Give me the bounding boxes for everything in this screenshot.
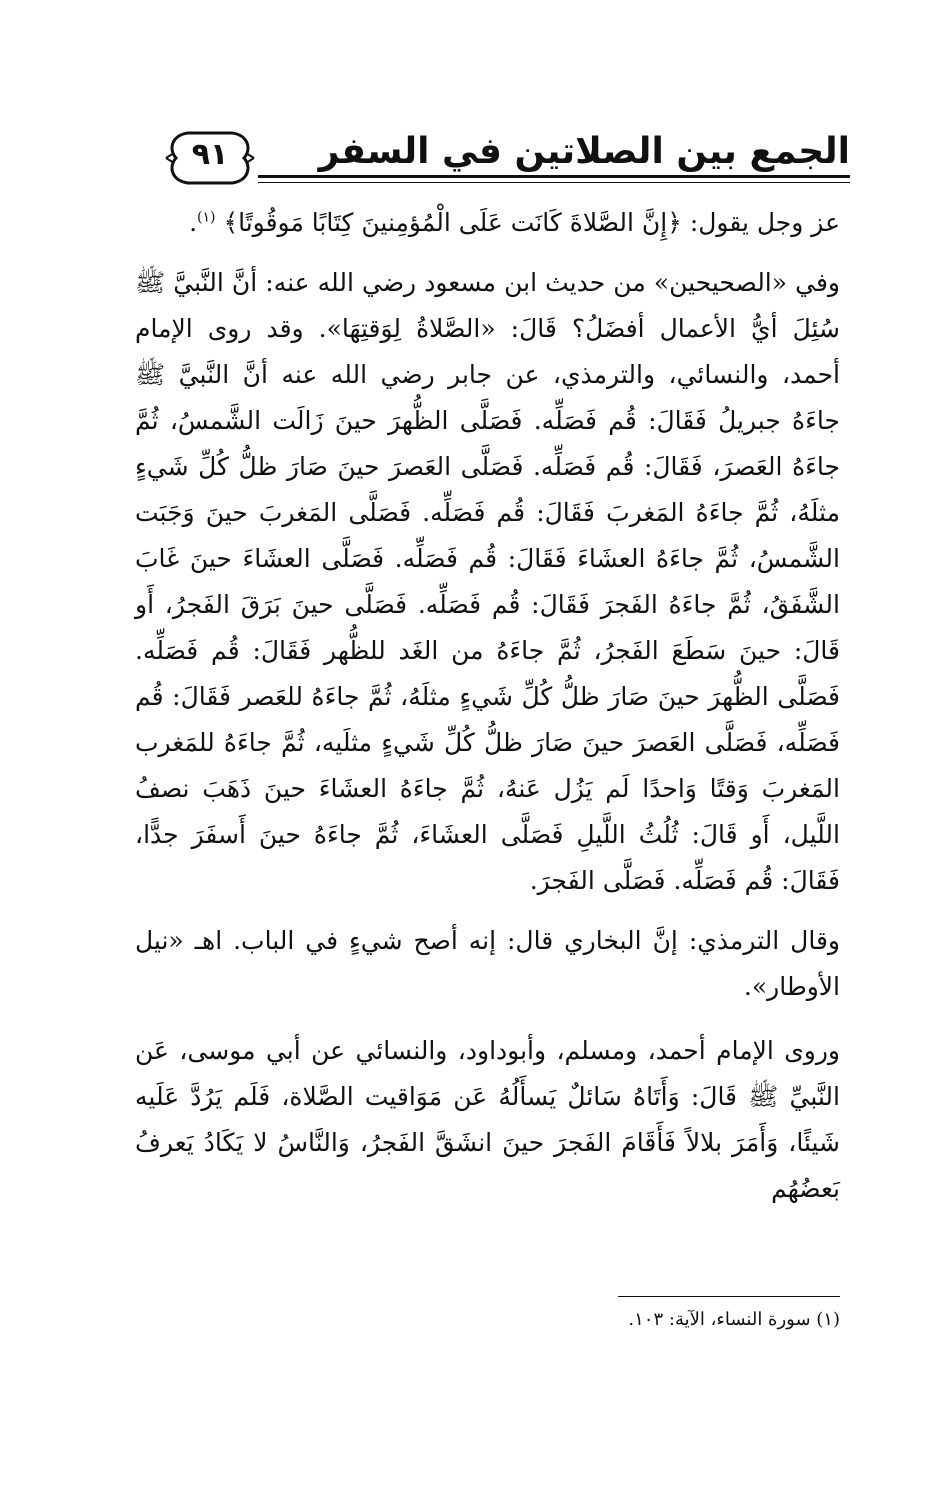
page-number: ٩١ [191, 137, 229, 172]
page-number-frame [162, 125, 258, 191]
footnote-1: (١) سورة النساء، الآية: ١٠٣. [628, 1309, 840, 1330]
header-rule-thin [258, 182, 850, 183]
paragraph-1 [135, 200, 840, 246]
quran-verse-intro: عز وجل يقول: ﴿إِنَّ الصَّلاةَ كَانَت عَلَى الْمُؤمِنينَ كِتَابًا مَوقُوتًا﴾ [223, 208, 840, 237]
page-header [150, 125, 850, 195]
header-rule [258, 175, 850, 178]
footnote-separator [618, 1296, 840, 1297]
paragraph-2: وفي «الصحيحين» من حديث ابن مسعود رضي الله عنه: أنَّ النَّبيَّ ﷺ سُئِلَ أيُّ الأعمال أفضَلُ؟ قَالَ: «الصَّلاةُ لِوَقتِهَا». وقد روى الإمام أحمد، والنسائي، والترمذي، عن جابر رضي الله عنه أنَّ النَّبيَّ ﷺ جاءَهُ جبريلُ فَقَالَ: قُم فَصَلِّه. فَصَلَّى الظُّهرَ حينَ زَالَت الشَّمسُ، ثُمَّ جاءَهُ العَصرَ، فَقَالَ: قُم فَصَلِّه. فَصَلَّى العَصرَ حينَ صَارَ ظلُّ كُلِّ شَيءٍ مثلَهُ، ثُمَّ جاءَهُ المَغربَ فَقَالَ: قُم فَصَلِّه. فَصَلَّى المَغربَ حينَ وَجَبَت الشَّمسُ، ثُمَّ جاءَهُ العشَاءَ فَقَالَ: قُم فَصَلِّه. فَصَلَّى العشَاءَ حينَ غَابَ الشَّفَقُ، ثُمَّ جاءَهُ الفَجرَ فَقَالَ: قُم فَصَلِّه. فَصَلَّى حينَ بَرَقَ الفَجرُ، أَو قَالَ: حينَ سَطَعَ الفَجرُ، ثُمَّ جاءَهُ من الغَد للظُّهر فَقَالَ: قُم فَصَلِّه. فَصَلَّى الظُّهرَ حينَ صَارَ ظلُّ كُلِّ شَيءٍ مثلَهُ، ثُمَّ جاءَهُ للعَصر فَقَالَ: قُم فَصَلِّه، فَصَلَّى العَصرَ حينَ صَارَ ظلُّ كُلِّ شَيءٍ مثلَيه، ثُمَّ جاءَهُ للمَغرب المَغربَ وَقتًا وَاحدًا لَم يَزُل عَنهُ، ثُمَّ جاءَهُ العشَاءَ حينَ ذَهَبَ نصفُ اللَّيل، أَو قَالَ: ثُلُثُ اللَّيلِ فَصَلَّى العشَاءَ، ثُمَّ جاءَهُ حينَ أَسفَرَ جدًّا، فَقَالَ: قُم فَصَلِّه. فَصَلَّى الفَجرَ. [135, 268, 840, 895]
paragraph-3: وقال الترمذي: إنَّ البخاري قال: إنه أصح شيءٍ في الباب. اهـ «نيل الأوطار». [135, 926, 840, 1001]
paragraph-4: وروى الإمام أحمد، ومسلم، وأبوداود، والنسائي عن أبي موسى، عَن النَّبيِّ ﷺ قَالَ: وَأَتَاهُ سَائلٌ يَسأَلُهُ عَن مَوَاقيت الصَّلاة، فَلَم يَرُدَّ عَلَيه شَيئًا، وَأَمَرَ بلالاً فَأَقَامَ الفَجرَ حينَ انشَقَّ الفَجرُ، وَالنَّاسُ لا يَكَادُ يَعرفُ بَعضُهُم [135, 1036, 840, 1203]
footnote-reference: (١) [197, 209, 216, 226]
paragraph-1-end: . [189, 208, 198, 237]
paragraph-gap [135, 1010, 840, 1028]
running-title: الجمع بين الصلاتين في السفر [318, 131, 850, 172]
main-text [135, 200, 840, 1212]
